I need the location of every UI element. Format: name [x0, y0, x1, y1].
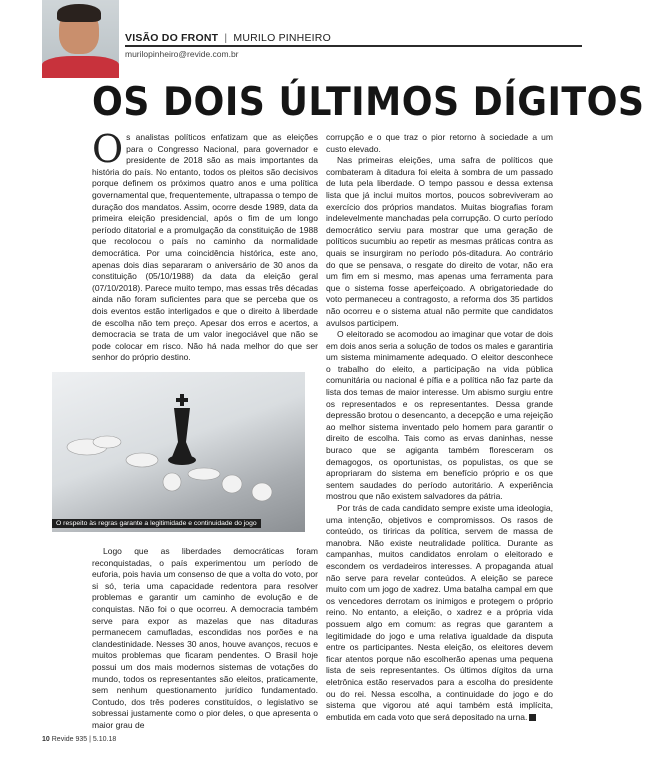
column-label — [125, 32, 331, 44]
author-email[interactable]: murilopinheiro@revide.com.br — [125, 49, 239, 59]
drop-cap: O — [92, 127, 124, 171]
author-photo — [42, 0, 119, 76]
article-paragraph: corrupção e o que traz o pior retorno à sociedade a um custo elevado. — [326, 132, 553, 154]
article-paragraph: Nas primeiras eleições, uma safra de políticos que combateram à ditadura foi eleita à sombra de um passado de luta pela liberdade. O tempo passou e dessa extensa lista que já inclui muitos mortos, poucos sobreviveram ao exercício dos próprios mandatos. Muitas biografias foram indelevelmente manchadas pela corrupção. O curto período democrático serviu para mostrar que uma geração de políticos sucumbiu ao repetir as mesmas práticas contra as quais se insurgiram no período pós-ditadura. Ao contrário do que se pensava, o resgate do direito de votar, não era um fim em si mesmo, mas apenas uma ferramenta para que o sistema fosse aperfeiçoado. A obrigatoriedade do voto permaneceu a contragosto, a reforma dos 35 partidos não ocorreu e o sistema atual não permite que candidatos avulsos participem. — [326, 155, 553, 328]
section-name: VISÃO DO FRONT — [125, 32, 219, 44]
header-rule — [125, 45, 582, 47]
article-column-2 — [326, 132, 553, 748]
article-title: OS DOIS ÚLTIMOS DÍGITOS — [92, 80, 645, 125]
label-separator: | — [224, 32, 228, 44]
page-footer — [42, 736, 116, 743]
article-paragraph — [326, 503, 553, 723]
author-name: MURILO PINHEIRO — [233, 32, 331, 44]
paragraph-text: s analistas políticos enfatizam que as eleições para o Congresso Nacional, para governador e presidente de 2018 são as mais importantes da história do país. No entanto, todos os pleitos são decisivos porque definem os próximos quatro anos e uma política governamental que, frequentemente, ultrapassa o tempo de duração dos mandatos. Assim, ocorre desde 1989, data da primeira eleição presidencial, após o fim de um longo período ditatorial e a promulgação da constituição de 1988 que recolocou o país no caminho da normalidade democrática. Por uma coincidência histórica, este ano, apenas dois dias separaram o aniversário de 30 anos da constituição (05/10/1988) da data da eleição geral (07/10/2018). Parece muito tempo, mas essas três décadas ainda não foram suficientes para que se perceba que os dois eventos estão interligados e que o direito à liberdade de escolha não tem preço. Apesar dos erros e acertos, a democracia se trata de um valor inegociável que não se pode colocar em risco. Não há nada melhor do que ser senhor do próprio destino. — [92, 132, 318, 363]
paragraph-text: Por trás de cada candidato sempre existe uma ideologia, uma intenção, objetivos e compromissos. Os rasos de conteúdo, os tiriricas da política, servem de massa de manobra. Não existe neutralidade política. Durante as campanhas, muitos candidatos enrolam o eleitorado e escondem os verdadeiros interesses. A propaganda atual não serve para revelar conteúdos. A eleição se parece muito com um jogo de xadrez. Uma batalha campal em que os vencedores derrotam os inimigos e protegem o próprio reino. No entanto, a eleição, o xadrez e a própria vida possuem algo em comum: as regras que garantem a legitimidade do jogo e uma relativa igualdade da disputa entre os participantes. Nesta eleição, os eleitores devem ficar atentos porque não escolherão apenas uma pequena lista de seis representantes. Os últimos dígitos da urna eletrônica estão reservados para a escolha do presidente ou do rei. Nessa escolha, a continuidade do jogo e do sistema que vigorou até aqui também está implícita, embutida em cada voto que será depositado na urna. — [326, 503, 553, 722]
article-paragraph: Logo que as liberdades democráticas foram reconquistadas, o país experimentou um período de euforia, pois havia um consenso de que a volta do voto, por si só, teria uma capacidade redentora para resolver problemas e garantir um caminho de evolução e de conquistas. Não foi o que ocorreu. A democracia também serve para expor as mazelas que nas ditaduras permanecem camufladas, escondidas nos porões e na clandestinidade. Nesses 30 anos, houve avanços, recuos e muitos problemas que ficaram pendentes. O Brasil hoje possui um dos mais modernos sistemas de votações do mundo, todos os representantes são eleitos, praticamente, sem nenhum questionamento jurídico fundamentado. Contudo, dos três poderes constituídos, o legislativo se sobressai justamente como o pior deles, o que apresenta o maior grau de — [92, 546, 318, 730]
article-paragraph — [92, 127, 318, 364]
author-hair — [57, 4, 101, 22]
page-number: 10 — [42, 736, 50, 743]
figure-caption: O respeito às regras garante a legitimidade e continuidade do jogo — [52, 519, 261, 528]
article-paragraph: O eleitorado se acomodou ao imaginar que votar de dois em dois anos seria a solução de todos os males e garantiria um sistema minimamente adequado. O eleitor desconhece o trabalho do eleito, a participação na vida pública comunitária ou nacional é pífia e a política não faz parte da lista dos temas de maior interesse. Um abismo surgiu entre os representados e os representantes. Dessa grande depressão brotou o desencanto, a decepção e uma rejeição ao melhor sistema inventado pelo homem para garantir o direito de escolha. Tais como as ervas daninhas, nesse buraco que se agiganta também floresceram os demagogos, os oportunistas, os populistas, os que se apropriaram do sistema em benefício próprio e os que sentem saudades do período autoritário. A experiência mostrou que não existem salvadores da pátria. — [326, 329, 553, 502]
article-column-1-top — [92, 127, 318, 363]
chess-pieces-illustration — [52, 372, 305, 532]
chess-photo — [52, 372, 305, 532]
publication-info: Revide 935 | 5.10.18 — [51, 736, 117, 743]
author-shirt — [42, 56, 119, 78]
end-of-article-mark — [529, 714, 536, 721]
article-column-1-bottom — [92, 546, 318, 751]
